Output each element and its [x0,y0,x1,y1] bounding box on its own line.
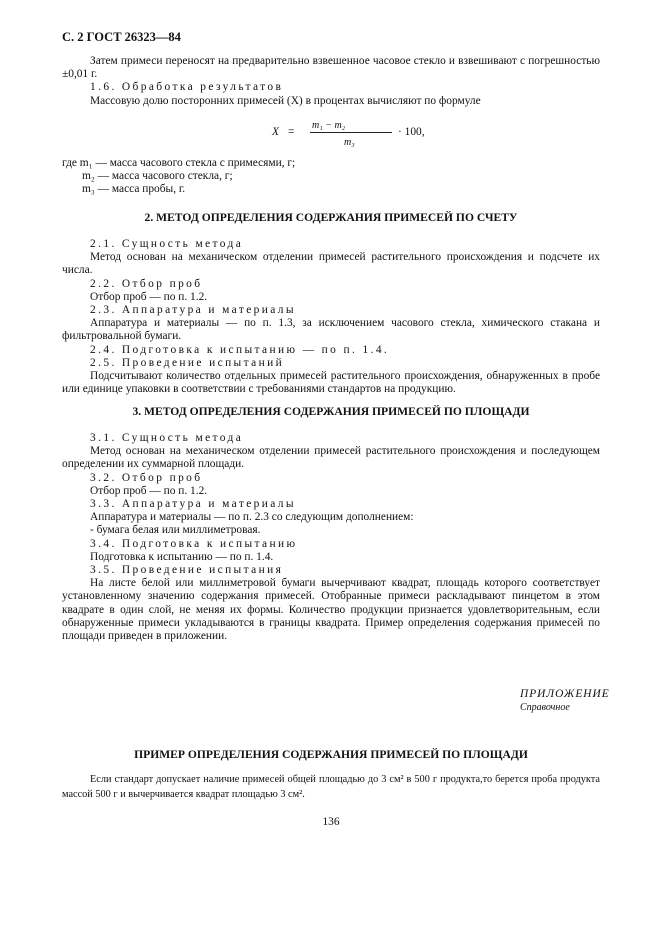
heading-3-5: 3.5. Проведение испытания [90,564,284,577]
where-item: m₂ — масса часового стекла, г; [82,170,233,183]
where-list [62,157,600,197]
paragraph-formula-intro: Массовую долю посторонних примесей (X) в процентах вычисляют по формуле [90,94,481,107]
appendix-sublabel: Справочное [520,702,570,714]
formula-equals: = [288,126,295,138]
formula-numerator: m₁ − m₂ [312,120,346,131]
formula-denominator: m₃ [344,137,355,148]
heading-3-4: 3.4. Подготовка к испытанию [90,537,298,550]
appendix-text: Если стандарт допускает наличие примесей общей площадью до 3 см² в 500 г продукта,то берется проба продукта массой 500 г и вычерчивается квадрат площадью 3 см². [62,774,600,800]
fraction-bar [310,132,392,133]
section-3-title: 3. МЕТОД ОПРЕДЕЛЕНИЯ СОДЕРЖАНИЯ ПРИМЕСЕЙ ПО ПЛОЩАДИ [132,405,530,418]
text-2-3: Аппаратура и материалы — по п. 1.3, за исключением часового стекла, химического стакана и фильтровальной бумаги. [62,317,600,343]
document-page [62,0,610,936]
heading-1-6: 1.6. Обработка результатов [90,81,284,94]
text-2-2: Отбор проб — по п. 1.2. [90,290,208,303]
text-2-1: Метод основан на механическом отделении примесей растительного происхождения и подсчете их числа. [62,251,600,277]
heading-3-1: 3.1. Сущность метода [90,432,244,444]
heading-2-1: 2.1. Сущность метода [90,238,244,250]
paragraph-weighing: Затем примеси переносят на предварительно взвешенное часовое стекло и взвешивают с погрешностью ±0,01 г. [62,55,600,81]
section-1-end [62,55,600,108]
text-3-5: На листе белой или миллиметровой бумаги вычерчивают квадрат, площадь которого соответствует установленному значению содержания примесей. Отобранные примеси раскладывают пинцетом в этом квадрате в один слой, не меняя их формы. Количество продукции признается удовлетворительным, если обнаруженные примеси укладываются в границы квадрата. Пример определения содержания примесей по площади приведен в приложении. [62,577,600,643]
page-number: 136 [322,816,340,828]
text-2-5: Подсчитывают количество отдельных примесей растительного происхождения, обнаруженных в пробе или единице упаковки в соответствии с требованиями стандартов на продукцию. [62,370,600,396]
heading-2-5: 2.5. Проведение испытаний [90,356,285,369]
text-3-1: Метод основан на механическом отделении примесей растительного происхождения и последующем определении их суммарной площади. [62,445,600,471]
appendix-label: ПРИЛОЖЕНИЕ [520,688,610,700]
section-3 [62,432,600,643]
formula-rest: · 100, [398,126,425,138]
text-3-4: Подготовка к испытанию — по п. 1.4. [90,550,274,563]
heading-2-4: 2.4. Подготовка к испытанию — по п. 1.4. [90,343,390,356]
where-item: где m₁ — масса часового стекла с примесями, г; [62,157,296,169]
heading-3-2: 3.2. Отбор проб [90,471,203,484]
formula-lhs: X [272,126,279,138]
text-3-2: Отбор проб — по п. 1.2. [90,484,208,497]
page-header: С. 2 ГОСТ 26323—84 [62,30,181,44]
heading-2-2: 2.2. Отбор проб [90,277,203,290]
formula [272,119,472,151]
section-2-title: 2. МЕТОД ОПРЕДЕЛЕНИЯ СОДЕРЖАНИЯ ПРИМЕСЕЙ ПО СЧЕТУ [144,211,518,224]
heading-2-3: 2.3. Аппаратура и материалы [90,304,296,317]
appendix-label-block [520,688,610,714]
heading-3-3: 3.3. Аппаратура и материалы [90,498,296,511]
text-3-3: Аппаратура и материалы — по п. 2.3 со следующим дополнением: [90,511,414,524]
text-3-3b: - бумага белая или миллиметровая. [90,524,261,537]
section-2 [62,238,600,396]
appendix-title: ПРИМЕР ОПРЕДЕЛЕНИЯ СОДЕРЖАНИЯ ПРИМЕСЕЙ ПО ПЛОЩАДИ [134,748,528,761]
where-item: m₃ — масса пробы, г. [82,183,186,196]
